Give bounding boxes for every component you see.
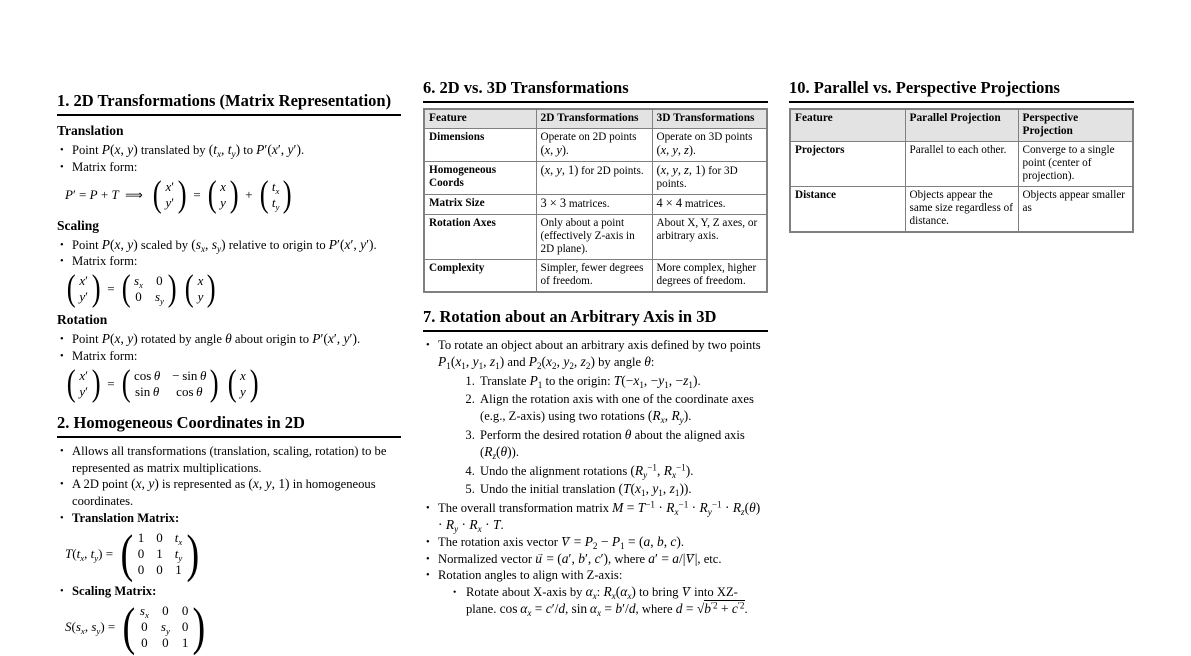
step-item: 3. Perform the desired rotation θ about the aligned axis $(R_z(\theta))$. xyxy=(478,427,768,461)
table-cell: Simpler, fewer degrees of freedom. xyxy=(536,260,652,293)
bullet-item: • Point P(x, y) translated by ($t_x$, $t_y$) to P′(x′, y′). xyxy=(57,142,401,159)
bullet-item: • Allows all transformations (translation, scaling, rotation) to be represented as matrix multiplications. xyxy=(57,443,401,477)
table-header-row xyxy=(424,109,767,129)
table-header-3d: 3D Transformations xyxy=(652,109,767,129)
section-title-arbitrary-axis: 7. Rotation about an Arbitrary Axis in 3D xyxy=(423,308,768,332)
table-cell: (x, y, z, 1) for 3D points. xyxy=(652,162,767,195)
step-item: 5. Undo the initial translation ($T(x_1$, $y_1$, $z_1$)). xyxy=(478,481,768,498)
table-cell: Objects appear the same size regardless of distance. xyxy=(905,187,1018,233)
bullet-item: • Point P(x, y) rotated by angle θ about origin to P′(x′, y′). xyxy=(57,331,401,348)
step-item: 1. Translate $P_1$ to the origin: $T(-x_1$, $-y_1$, $-z_1$). xyxy=(478,373,768,390)
table-2d-vs-3d xyxy=(423,108,768,293)
section-parallel-vs-perspective xyxy=(789,79,1134,233)
table-cell: Projectors xyxy=(790,142,905,187)
table-cell: Distance xyxy=(790,187,905,233)
translation-bullet-list xyxy=(57,142,401,176)
table-row-dimensions xyxy=(424,129,767,162)
section-2d-vs-3d xyxy=(423,79,768,293)
table-cell: Converge to a single point (center of projection). xyxy=(1018,142,1133,187)
table-cell: About X, Y, Z axes, or arbitrary axis. xyxy=(652,215,767,260)
homogeneous-bullet-list xyxy=(57,443,401,527)
bullet-item: • Matrix form: xyxy=(57,348,401,365)
table-cell: 4 × 4 matrices. xyxy=(652,195,767,215)
section-title-2d-vs-3d: 6. 2D vs. 3D Transformations xyxy=(423,79,768,103)
table-row-rotation-axes xyxy=(424,215,767,260)
column-left xyxy=(57,79,401,656)
table-header-2d: 2D Transformations xyxy=(536,109,652,129)
bullet-item: • Scaling Matrix: xyxy=(57,583,401,600)
table-cell: Objects appear smaller as xyxy=(1018,187,1133,233)
table-header-feature: Feature xyxy=(790,109,905,142)
table-cell: More complex, higher degrees of freedom. xyxy=(652,260,767,293)
section-title-2d-transformations: 1. 2D Transformations (Matrix Representation) xyxy=(57,92,401,116)
table-cell: Only about a point (effectively Z-axis in 2D plane). xyxy=(536,215,652,260)
table-header-feature: Feature xyxy=(424,109,536,129)
sub-bullet-list xyxy=(438,584,768,618)
bullet-item: • Normalized vector u → = (a′, b′, c′), where a′ = a/|V →|, etc. xyxy=(423,551,768,568)
table-cell: Operate on 2D points (x, y). xyxy=(536,129,652,162)
subheading-scaling: Scaling xyxy=(57,217,100,233)
table-row-projectors xyxy=(790,142,1133,187)
bullet-item: • Matrix form: xyxy=(57,159,401,176)
bullet-item: • Matrix form: xyxy=(57,253,401,270)
subheading-rotation: Rotation xyxy=(57,312,108,328)
table-cell: 3 × 3 matrices. xyxy=(536,195,652,215)
scaling-matrix-formula: $S(s_x$, $s_y$) = ( $s_x$ 0 0 0 $s_y$ 0 0 0 1 ) xyxy=(65,597,206,656)
homogeneous-bullet-list-2 xyxy=(57,583,401,600)
section-homogeneous-coordinates xyxy=(57,412,401,656)
arbitrary-axis-bullet-list xyxy=(423,337,768,618)
table-header-row xyxy=(790,109,1133,142)
rotation-angles-label: Rotation angles to align with Z-axis: xyxy=(438,568,623,583)
table-cell: Dimensions xyxy=(424,129,536,162)
table-cell: Rotation Axes xyxy=(424,215,536,260)
subheading-translation: Translation xyxy=(57,123,124,138)
table-cell: Complexity xyxy=(424,260,536,293)
bullet-item: • Point P(x, y) scaled by ($s_x$, $s_y$) relative to origin to P′(x′, y′). xyxy=(57,237,401,254)
translation-formula: P′ = P + T ⟹ ( x′ y′ ) = ( x y ) + ( $t_x$ $t_y$ ) xyxy=(65,173,293,215)
section-2d-transformations xyxy=(57,91,401,404)
column-middle xyxy=(423,79,768,618)
table-header-perspective: Perspective Projection xyxy=(1018,109,1133,142)
table-row-matrix-size xyxy=(424,195,767,215)
table-row-homogeneous-coords xyxy=(424,162,767,195)
scaling-bullet-list xyxy=(57,237,401,271)
translation-matrix-formula: $T(t_x$, $t_y$) = ( 1 0 $t_x$ 0 1 $t_y$ 0 0 1 ) xyxy=(65,524,200,583)
rotation-steps-list xyxy=(438,373,768,499)
bullet-item-intro xyxy=(423,337,768,498)
rotation-bullet-list xyxy=(57,331,401,365)
table-header-parallel: Parallel Projection xyxy=(905,109,1018,142)
step-item: 2. Align the rotation axis with one of the coordinate axes (e.g., Z-axis) using two rotations ($R_x$, $R_y$). xyxy=(478,391,768,425)
bullet-item: • A 2D point (x, y) is represented as (x, y, 1) in homogeneous coordinates. xyxy=(57,476,401,510)
section-title-homogeneous-coordinates: 2. Homogeneous Coordinates in 2D xyxy=(57,414,401,438)
sub-bullet-item: • Rotate about X-axis by $\alpha_x$: $R_x(\alpha_x)$ to bring V → into XZ-plane. $\cos \alpha_x = c'/d$, $\sin \alpha_x = b'/d$, where $d = √b^{'2} + c^{'2}$. xyxy=(453,584,768,618)
bullet-item: • The rotation axis vector V → = $P_2 - P_1 = (a$, b, c). xyxy=(423,534,768,551)
table-projections xyxy=(789,108,1134,233)
section-arbitrary-axis-rotation xyxy=(423,308,768,618)
bullet-item-rotation-angles xyxy=(423,567,768,617)
table-cell: Operate on 3D points (x, y, z). xyxy=(652,129,767,162)
section-title-projections: 10. Parallel vs. Perspective Projections xyxy=(789,79,1134,103)
table-row-complexity xyxy=(424,260,767,293)
table-row-distance xyxy=(790,187,1133,233)
table-cell: Parallel to each other. xyxy=(905,142,1018,187)
scaling-formula: ( x′ y′ ) = ( $s_x$ 0 0 $s_y$ ) ( x y ) xyxy=(66,268,216,310)
table-cell: Homogeneous Coords xyxy=(424,162,536,195)
step-item: 4. Undo the alignment rotations ($R_y^{-1}$, $R_x^{-1}$). xyxy=(478,463,768,480)
bullet-item: • Translation Matrix: xyxy=(57,510,401,527)
table-cell: (x, y, 1) for 2D points. xyxy=(536,162,652,195)
column-right xyxy=(789,79,1134,233)
bullet-item: • The overall transformation matrix $M = T^{-1} \cdot R_x^{-1} \cdot R_y^{-1} \cdot R_z(\theta) \cdot R_y \cdot R_x \cdot T$. xyxy=(423,500,768,534)
intro-text: To rotate an object about an arbitrary axis defined by two points $P_1(x_1$, $y_1$, $z_1$) and $P_2(x_2$, $y_2$, $z_2$) by angle θ: xyxy=(438,338,761,371)
rotation-formula: ( x′ y′ ) = ( cos θ − sin θ sin θ cos θ ) ( x y ) xyxy=(66,362,259,404)
table-cell: Matrix Size xyxy=(424,195,536,215)
